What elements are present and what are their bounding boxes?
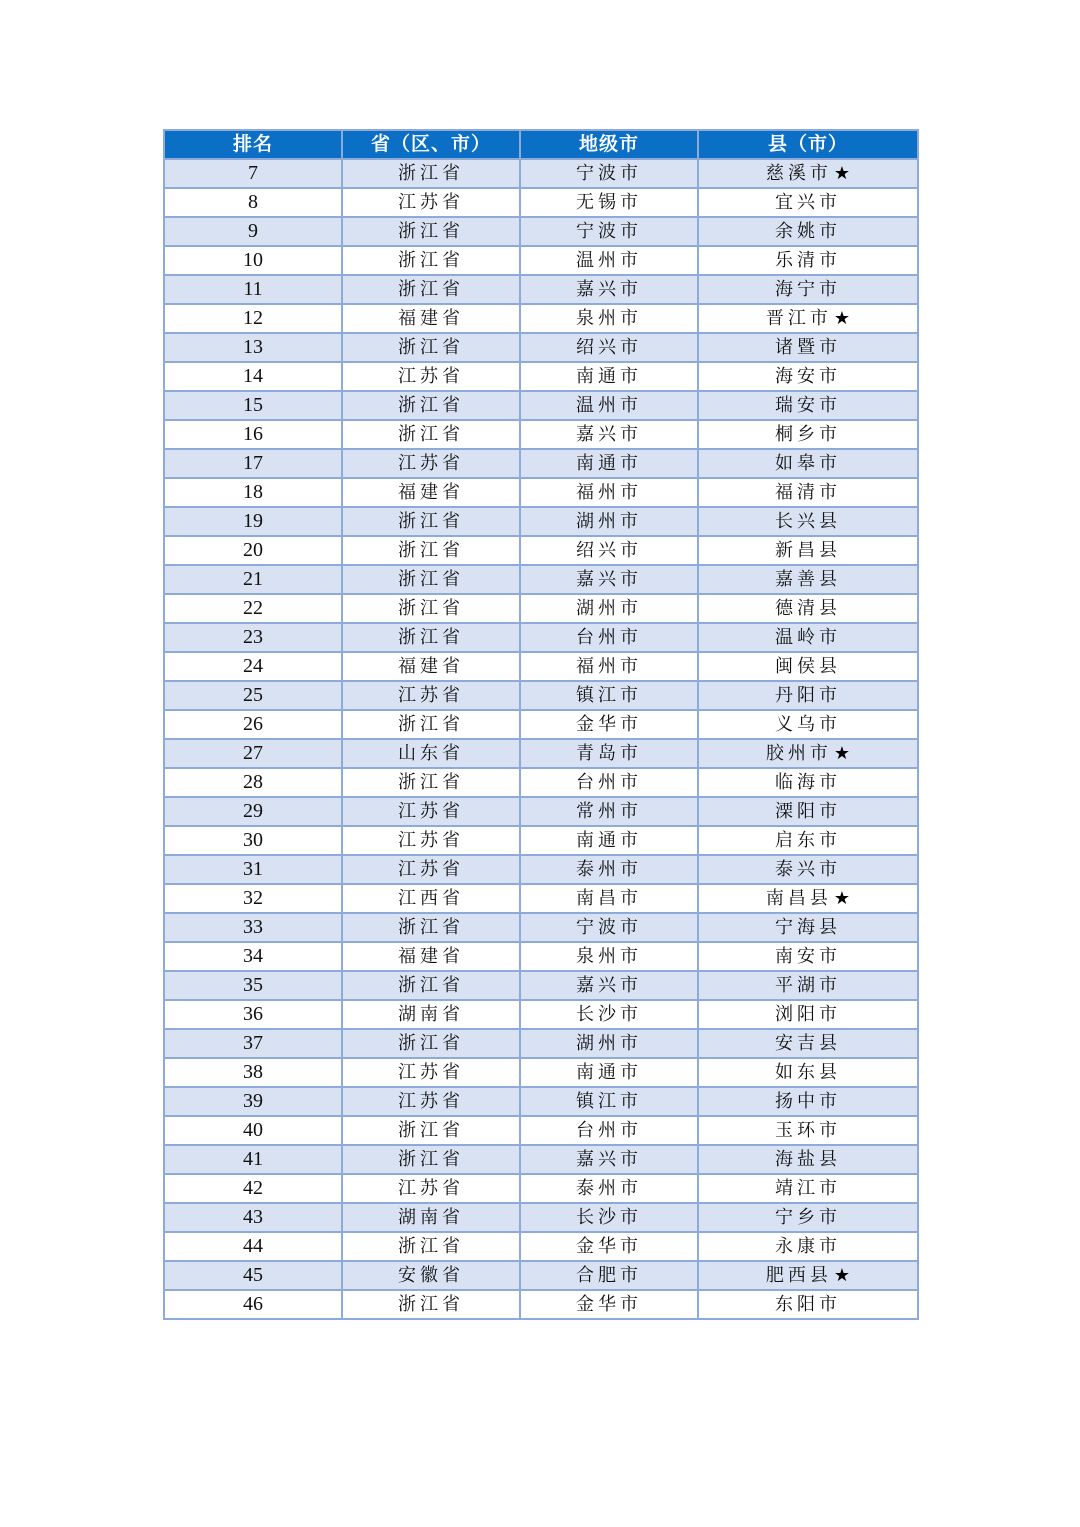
province-cell: 江苏省 — [342, 681, 520, 710]
county-name: 嘉善县 — [775, 569, 841, 590]
county-name: 临海市 — [775, 772, 841, 793]
table-row — [164, 188, 918, 217]
province-cell: 江苏省 — [342, 1087, 520, 1116]
county-cell — [698, 1290, 918, 1319]
city-cell: 长沙市 — [520, 1000, 698, 1029]
table-row — [164, 1232, 918, 1261]
table-row — [164, 739, 918, 768]
table-row — [164, 304, 918, 333]
province-cell: 浙江省 — [342, 594, 520, 623]
province-cell: 浙江省 — [342, 275, 520, 304]
province-cell: 浙江省 — [342, 420, 520, 449]
header-city: 地级市 — [520, 130, 698, 159]
star-icon: ★ — [833, 1265, 851, 1286]
county-cell — [698, 188, 918, 217]
table-row — [164, 1203, 918, 1232]
rank-cell: 46 — [164, 1290, 342, 1319]
rank-cell: 8 — [164, 188, 342, 217]
rank-cell: 9 — [164, 217, 342, 246]
province-cell: 浙江省 — [342, 507, 520, 536]
province-cell: 浙江省 — [342, 623, 520, 652]
rank-cell: 40 — [164, 1116, 342, 1145]
rank-cell: 7 — [164, 159, 342, 188]
province-cell: 福建省 — [342, 652, 520, 681]
county-cell — [698, 391, 918, 420]
city-cell: 福州市 — [520, 478, 698, 507]
rank-cell: 33 — [164, 913, 342, 942]
rank-cell: 42 — [164, 1174, 342, 1203]
table-row — [164, 449, 918, 478]
county-name: 东阳市 — [775, 1294, 841, 1315]
province-cell: 浙江省 — [342, 1029, 520, 1058]
rank-cell: 20 — [164, 536, 342, 565]
county-cell — [698, 333, 918, 362]
table-row — [164, 1145, 918, 1174]
province-cell: 浙江省 — [342, 971, 520, 1000]
city-cell: 南昌市 — [520, 884, 698, 913]
table-row — [164, 913, 918, 942]
county-cell — [698, 942, 918, 971]
rank-cell: 31 — [164, 855, 342, 884]
county-name: 余姚市 — [775, 221, 841, 242]
city-cell: 无锡市 — [520, 188, 698, 217]
county-name: 诸暨市 — [775, 337, 841, 358]
county-name: 如皋市 — [775, 453, 841, 474]
table-row — [164, 478, 918, 507]
county-cell — [698, 478, 918, 507]
county-cell — [698, 855, 918, 884]
header-row — [164, 130, 918, 159]
rank-cell: 37 — [164, 1029, 342, 1058]
province-cell: 江苏省 — [342, 1174, 520, 1203]
province-cell: 江西省 — [342, 884, 520, 913]
city-cell: 温州市 — [520, 391, 698, 420]
rank-cell: 30 — [164, 826, 342, 855]
county-cell — [698, 1261, 918, 1290]
province-cell: 江苏省 — [342, 362, 520, 391]
county-name: 南安市 — [775, 946, 841, 967]
county-cell — [698, 1058, 918, 1087]
city-cell: 绍兴市 — [520, 536, 698, 565]
county-name: 靖江市 — [775, 1178, 841, 1199]
county-name: 玉环市 — [775, 1120, 841, 1141]
city-cell: 福州市 — [520, 652, 698, 681]
county-name: 海宁市 — [775, 279, 841, 300]
table-row — [164, 884, 918, 913]
city-cell: 金华市 — [520, 710, 698, 739]
county-cell — [698, 652, 918, 681]
city-cell: 温州市 — [520, 246, 698, 275]
county-cell — [698, 913, 918, 942]
county-name: 安吉县 — [775, 1033, 841, 1054]
rank-cell: 18 — [164, 478, 342, 507]
province-cell: 江苏省 — [342, 188, 520, 217]
county-name: 永康市 — [775, 1236, 841, 1257]
city-cell: 嘉兴市 — [520, 1145, 698, 1174]
county-name: 福清市 — [775, 482, 841, 503]
province-cell: 江苏省 — [342, 797, 520, 826]
county-name: 闽侯县 — [775, 656, 841, 677]
rank-cell: 39 — [164, 1087, 342, 1116]
county-name: 宁乡市 — [775, 1207, 841, 1228]
county-cell — [698, 1145, 918, 1174]
county-cell — [698, 1000, 918, 1029]
city-cell: 台州市 — [520, 1116, 698, 1145]
city-cell: 南通市 — [520, 362, 698, 391]
header-province: 省（区、市） — [342, 130, 520, 159]
city-cell: 长沙市 — [520, 1203, 698, 1232]
city-cell: 常州市 — [520, 797, 698, 826]
county-cell — [698, 1174, 918, 1203]
ranking-table — [163, 129, 919, 1320]
rank-cell: 17 — [164, 449, 342, 478]
county-name: 新昌县 — [775, 540, 841, 561]
star-icon: ★ — [833, 888, 851, 909]
rank-cell: 41 — [164, 1145, 342, 1174]
county-cell — [698, 739, 918, 768]
county-cell — [698, 623, 918, 652]
table-row — [164, 159, 918, 188]
county-name: 平湖市 — [775, 975, 841, 996]
county-cell — [698, 1116, 918, 1145]
province-cell: 福建省 — [342, 942, 520, 971]
county-name: 浏阳市 — [775, 1004, 841, 1025]
header-county: 县（市） — [698, 130, 918, 159]
county-name: 桐乡市 — [775, 424, 841, 445]
county-cell — [698, 362, 918, 391]
city-cell: 湖州市 — [520, 1029, 698, 1058]
county-cell — [698, 1087, 918, 1116]
county-name: 宜兴市 — [775, 192, 841, 213]
rank-cell: 13 — [164, 333, 342, 362]
rank-cell: 22 — [164, 594, 342, 623]
rank-cell: 34 — [164, 942, 342, 971]
rank-cell: 25 — [164, 681, 342, 710]
rank-cell: 26 — [164, 710, 342, 739]
city-cell: 泰州市 — [520, 1174, 698, 1203]
county-name: 乐清市 — [775, 250, 841, 271]
city-cell: 湖州市 — [520, 594, 698, 623]
city-cell: 青岛市 — [520, 739, 698, 768]
table-row — [164, 333, 918, 362]
table-row — [164, 710, 918, 739]
city-cell: 镇江市 — [520, 1087, 698, 1116]
province-cell: 浙江省 — [342, 710, 520, 739]
province-cell: 浙江省 — [342, 159, 520, 188]
city-cell: 泉州市 — [520, 304, 698, 333]
county-cell — [698, 304, 918, 333]
table-row — [164, 681, 918, 710]
table-row — [164, 826, 918, 855]
city-cell: 南通市 — [520, 449, 698, 478]
county-name: 义乌市 — [775, 714, 841, 735]
county-cell — [698, 971, 918, 1000]
province-cell: 浙江省 — [342, 1290, 520, 1319]
county-cell — [698, 797, 918, 826]
header-rank: 排名 — [164, 130, 342, 159]
table-row — [164, 420, 918, 449]
province-cell: 福建省 — [342, 304, 520, 333]
table-row — [164, 1000, 918, 1029]
rank-cell: 36 — [164, 1000, 342, 1029]
county-cell — [698, 275, 918, 304]
county-cell — [698, 1029, 918, 1058]
rank-cell: 11 — [164, 275, 342, 304]
table-row — [164, 507, 918, 536]
county-name: 如东县 — [775, 1062, 841, 1083]
county-name: 海盐县 — [775, 1149, 841, 1170]
province-cell: 浙江省 — [342, 768, 520, 797]
rank-cell: 45 — [164, 1261, 342, 1290]
county-cell — [698, 594, 918, 623]
county-name: 瑞安市 — [775, 395, 841, 416]
table-row — [164, 1058, 918, 1087]
table-row — [164, 217, 918, 246]
province-cell: 浙江省 — [342, 1232, 520, 1261]
table-row — [164, 565, 918, 594]
table-row — [164, 594, 918, 623]
table-body — [164, 159, 918, 1319]
table-row — [164, 362, 918, 391]
province-cell: 安徽省 — [342, 1261, 520, 1290]
county-cell — [698, 507, 918, 536]
table-row — [164, 275, 918, 304]
county-name: 温岭市 — [775, 627, 841, 648]
county-name: 德清县 — [775, 598, 841, 619]
city-cell: 泰州市 — [520, 855, 698, 884]
province-cell: 江苏省 — [342, 449, 520, 478]
province-cell: 山东省 — [342, 739, 520, 768]
rank-cell: 15 — [164, 391, 342, 420]
county-cell — [698, 420, 918, 449]
table-row — [164, 768, 918, 797]
rank-cell: 44 — [164, 1232, 342, 1261]
county-cell — [698, 1232, 918, 1261]
table-row — [164, 797, 918, 826]
city-cell: 金华市 — [520, 1232, 698, 1261]
county-name: 慈溪市 — [765, 163, 832, 184]
star-icon: ★ — [833, 163, 851, 184]
county-name: 丹阳市 — [775, 685, 841, 706]
county-cell — [698, 768, 918, 797]
table-row — [164, 1029, 918, 1058]
rank-cell: 23 — [164, 623, 342, 652]
city-cell: 台州市 — [520, 768, 698, 797]
province-cell: 浙江省 — [342, 1145, 520, 1174]
county-name: 扬中市 — [775, 1091, 841, 1112]
rank-cell: 24 — [164, 652, 342, 681]
city-cell: 南通市 — [520, 826, 698, 855]
table-row — [164, 942, 918, 971]
province-cell: 浙江省 — [342, 536, 520, 565]
county-name: 南昌县 — [765, 888, 832, 909]
city-cell: 嘉兴市 — [520, 420, 698, 449]
city-cell: 绍兴市 — [520, 333, 698, 362]
city-cell: 合肥市 — [520, 1261, 698, 1290]
rank-cell: 21 — [164, 565, 342, 594]
province-cell: 浙江省 — [342, 333, 520, 362]
rank-cell: 10 — [164, 246, 342, 275]
county-name: 泰兴市 — [775, 859, 841, 880]
table-row — [164, 1290, 918, 1319]
city-cell: 泉州市 — [520, 942, 698, 971]
county-name: 溧阳市 — [775, 801, 841, 822]
rank-cell: 14 — [164, 362, 342, 391]
county-name: 晋江市 — [765, 308, 832, 329]
rank-cell: 43 — [164, 1203, 342, 1232]
county-cell — [698, 246, 918, 275]
province-cell: 江苏省 — [342, 855, 520, 884]
county-name: 肥西县 — [765, 1265, 832, 1286]
table-row — [164, 1087, 918, 1116]
province-cell: 浙江省 — [342, 217, 520, 246]
star-icon: ★ — [833, 743, 851, 764]
province-cell: 江苏省 — [342, 826, 520, 855]
county-name: 海安市 — [775, 366, 841, 387]
table-row — [164, 391, 918, 420]
county-cell — [698, 681, 918, 710]
city-cell: 宁波市 — [520, 217, 698, 246]
county-name: 宁海县 — [775, 917, 841, 938]
table-row — [164, 246, 918, 275]
rank-cell: 12 — [164, 304, 342, 333]
rank-cell: 28 — [164, 768, 342, 797]
province-cell: 浙江省 — [342, 391, 520, 420]
county-name: 胶州市 — [765, 743, 832, 764]
province-cell: 浙江省 — [342, 913, 520, 942]
province-cell: 浙江省 — [342, 246, 520, 275]
rank-cell: 35 — [164, 971, 342, 1000]
rank-cell: 38 — [164, 1058, 342, 1087]
county-cell — [698, 217, 918, 246]
city-cell: 嘉兴市 — [520, 971, 698, 1000]
table-row — [164, 536, 918, 565]
county-cell — [698, 710, 918, 739]
table-row — [164, 1116, 918, 1145]
county-cell — [698, 159, 918, 188]
province-cell: 浙江省 — [342, 1116, 520, 1145]
table-row — [164, 1174, 918, 1203]
rank-cell: 29 — [164, 797, 342, 826]
county-cell — [698, 565, 918, 594]
rank-cell: 19 — [164, 507, 342, 536]
city-cell: 台州市 — [520, 623, 698, 652]
table-header — [164, 130, 918, 159]
city-cell: 宁波市 — [520, 159, 698, 188]
table-row — [164, 855, 918, 884]
county-cell — [698, 536, 918, 565]
city-cell: 湖州市 — [520, 507, 698, 536]
county-cell — [698, 1203, 918, 1232]
city-cell: 镇江市 — [520, 681, 698, 710]
province-cell: 江苏省 — [342, 1058, 520, 1087]
rank-cell: 27 — [164, 739, 342, 768]
rank-cell: 16 — [164, 420, 342, 449]
city-cell: 嘉兴市 — [520, 275, 698, 304]
province-cell: 浙江省 — [342, 565, 520, 594]
province-cell: 湖南省 — [342, 1000, 520, 1029]
county-cell — [698, 449, 918, 478]
city-cell: 嘉兴市 — [520, 565, 698, 594]
county-name: 启东市 — [775, 830, 841, 851]
table-row — [164, 1261, 918, 1290]
province-cell: 福建省 — [342, 478, 520, 507]
table-row — [164, 652, 918, 681]
county-name: 长兴县 — [775, 511, 841, 532]
city-cell: 宁波市 — [520, 913, 698, 942]
city-cell: 金华市 — [520, 1290, 698, 1319]
city-cell: 南通市 — [520, 1058, 698, 1087]
table-row — [164, 971, 918, 1000]
county-cell — [698, 884, 918, 913]
rank-cell: 32 — [164, 884, 342, 913]
star-icon: ★ — [833, 308, 851, 329]
county-cell — [698, 826, 918, 855]
province-cell: 湖南省 — [342, 1203, 520, 1232]
table-row — [164, 623, 918, 652]
